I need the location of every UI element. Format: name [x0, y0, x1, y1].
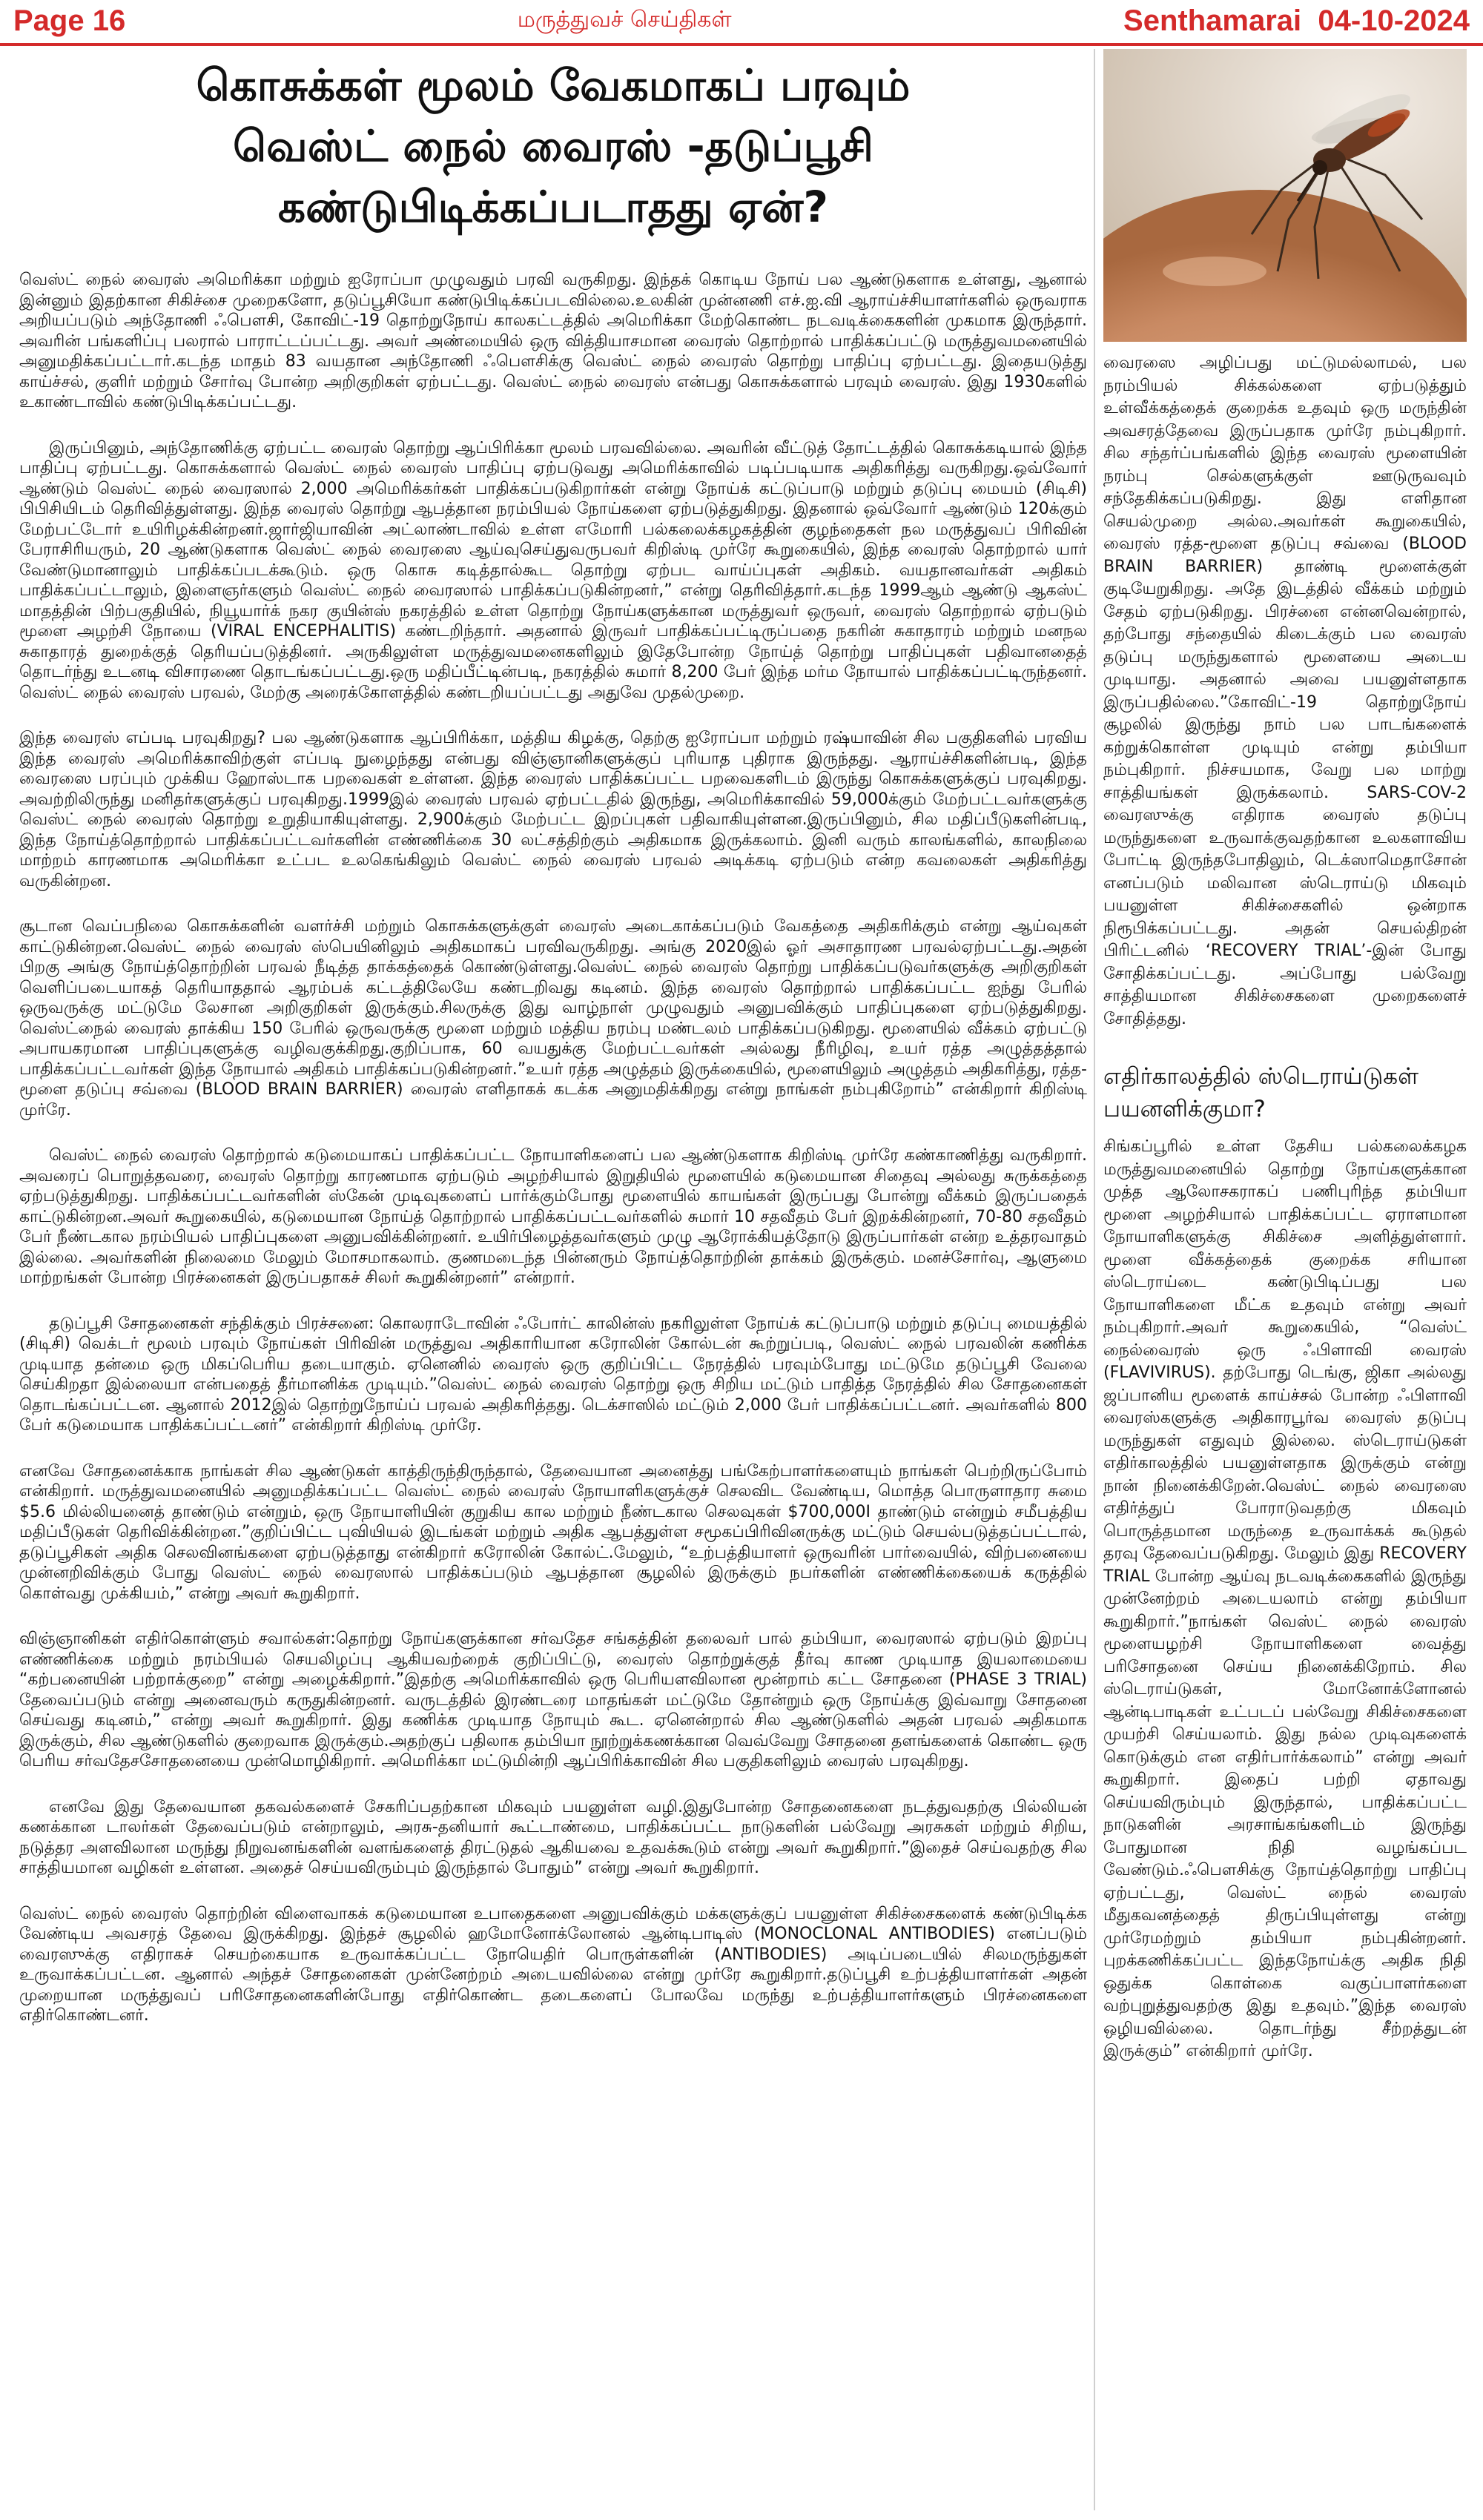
article-paragraph: எனவே இது தேவையான தகவல்களைச் சேகரிப்பதற்கான மிகவும் பயனுள்ள வழி.இதுபோன்ற சோதனைகளை நடத்துவதற்கு பில்லியன் கணக்கான டாலர்கள் தேவைப்படும் என்றாலும், அரசு-தனியார் கூட்டாண்மை, பாதிக்கப்பட்ட நாடுகளின் பல்வேறு அரசுகள் மற்றும் சிறிய, நடுத்தர அளவிலான மருந்து நிறுவனங்களின் வளங்களைத் திரட்டுதல் ஆகியவை உதவக்கூடும் என்று அவர் கூறுகிறார்.”இதைச் செய்வதற்கு சில சாத்தியமான வழிகள் உள்ளன. அதைச் செய்யவிரும்பும் இருந்தால் போதும்” என்று அவர் கூறுகிறார்.	[19, 1797, 1087, 1877]
sidebar-column	[1103, 49, 1467, 2510]
masthead-date	[1123, 4, 1470, 38]
article-paragraph: வெஸ்ட் நைல் வைரஸ் தொற்றால் கடுமையாகப் பாதிக்கப்பட்ட நோயாளிகளைப் பல ஆண்டுகளாக கிறிஸ்டி முர்ரே கண்காணித்து வருகிறார். அவரைப் பொறுத்தவரை, வைரஸ் தொற்று காரணமாக ஏற்படும் அழற்சியால் இறுதியில் மூளையில் கடுமையான சிதைவு அல்லது சுருக்கத்தை ஏற்படுத்துகிறது. பாதிக்கப்பட்டவர்களின் ஸ்கேன் முடிவுகளைப் பார்க்கும்போது மூளையில் காயங்கள் இருப்பது போன்று வீக்கம் இருப்பதைக் காட்டுகின்றன.அவர் கூறுகையில், கடுமையான நோய்த் தொற்றால் பாதிக்கப்பட்டவர்களில் சுமார் 10 சதவீதம் பேர் இறக்கின்றனர், 70-80 சதவீதம் பேர் நீண்டகால நரம்பியல் பாதிப்புகளை அனுபவிக்கின்றனர். உயிர்பிழைத்தவர்களும் முழு ஆரோக்கியத்தோடு இருப்பார்கள் என்ற உத்தரவாதம் இல்லை. அவர்களின் நிலைமை மேலும் மோசமாகலாம். குணமடைந்த பின்னரும் நோய்த்தொற்றின் தாக்கம் இருக்கும். மனச்சோர்வு, ஆளுமை மாற்றங்கள் போன்ற பிரச்னைகள் இருப்பதாகச் சிலர் கூறுகின்றனர்” என்றார்.	[19, 1146, 1087, 1287]
mosquito-on-skin-image	[1103, 49, 1467, 342]
column-divider	[1094, 49, 1095, 2510]
article-paragraph: இருப்பினும், அந்தோணிக்கு ஏற்பட்ட வைரஸ் தொற்று ஆப்பிரிக்கா மூலம் பரவவில்லை. அவரின் வீட்டுத் தோட்டத்தில் கொசுக்கடியால் இந்த பாதிப்பு ஏற்பட்டது. கொசுக்களால் வெஸ்ட் நைல் வைரஸ் பாதிப்பு ஏற்படுவது அமெரிக்காவில் படிப்படியாக அதிகரித்து வருகிறது.ஒவ்வோர் ஆண்டும் வெஸ்ட் நைல் வைரஸால் 2,000 அமெரிக்கர்கள் பாதிக்கப்படுகிறார்கள் என்று நோய்க் கட்டுப்பாடு மற்றும் தடுப்பு மையம் (சிடிசி) பிபிசியிடம் தெரிவித்துள்ளது. இந்த வைரஸ் தொற்று ஆபத்தான நரம்பியல் நோய்களை ஏற்படுத்துகிறது. இதனால் ஒவ்வோர் ஆண்டும் 120க்கும் மேற்பட்டோர் உயிரிழக்கின்றனர்.ஜார்ஜியாவின் அட்லாண்டாவில் உள்ள எமோரி பல்கலைக்கழகத்தின் குழந்தைகள் நல மருத்துவப் பிரிவின் பேராசிரியரும், 20 ஆண்டுகளாக வெஸ்ட் நைல் வைரஸை ஆய்வுசெய்துவருபவர் கிறிஸ்டி முர்ரே கூறுகையில், இந்த வைரஸ் தொற்றால் யார் வேண்டுமானாலும் பாதிக்கப்படக்கூடும். ஒரு கொசு கடித்தால்கூட தொற்று ஏற்பட வாய்ப்புகள் அதிகம். வயதானவர்கள் அதிகம் பாதிக்கப்பட்டாலும், இளைஞர்களும் வெஸ்ட் நைல் வைரஸால் பாதிக்கப்படுகின்றனர்,” என்று தெரிவித்தார்.கடந்த 1999ஆம் ஆண்டு ஆகஸ்ட் மாதத்தின் பிற்பகுதியில், நியூயார்க் நகர குயின்ஸ் நகரத்தில் உள்ள தொற்று நோய்களுக்கான மருத்துவர் ஒருவர், வைரஸ் தொற்றால் ஏற்படும் மூளை அழற்சி நோயை (VIRAL ENCEPHALITIS) கண்டறிந்தார். அதனால் இருவர் பாதிக்கப்பட்டிருப்பதை நகரின் சுகாதாரம் மற்றும் மனநல சுகாதாரத் துறைக்குத் தெரியப்படுத்தினர். அருகிலுள்ள மருத்துவமனைகளிலும் இதேபோன்ற நோய்த் தொற்று பாதிப்புகள் பதிவானதைத் தொடர்ந்து உடனடி விசாரணை தொடங்கப்பட்டது.ஒரு மதிப்பீட்டின்படி, நகரத்தில் சுமார் 8,200 பேர் இந்த மர்ம நோயால் பாதிக்கப்பட்டிருந்தனர். வெஸ்ட் நைல் வைரஸ் பரவல், மேற்கு அரைக்கோளத்தில் கண்டறியப்பட்டது அதுவே முதல்முறை.	[19, 438, 1087, 702]
sidebar-paragraph: வைரஸை அழிப்பது மட்டுமல்லாமல், பல நரம்பியல் சிக்கல்களை ஏற்படுத்தும் உள்வீக்கத்தைக் குறைக்க உதவும் ஒரு மருந்தின் அவசரத்தேவை இருப்பதாக முர்ரே நம்புகிறார். சில சந்தர்ப்பங்களில் இந்த வைரஸ் மூளையின் நரம்பு செல்களுக்குள் ஊடுருவவும் சந்தேகிக்கப்படுகிறது. இது எளிதான செயல்முறை அல்ல.அவர்கள் கூறுகையில், வைரஸ் ரத்த-மூளை தடுப்பு சவ்வை (BLOOD BRAIN BARRIER) தாண்டி மூளைக்குள் குடியேறுகிறது. அதே இடத்தில் வீக்கம் மற்றும் சேதம் ஏற்படுகிறது. பிரச்னை என்னவென்றால், தற்போது சந்தையில் கிடைக்கும் பல வைரஸ் தடுப்பு மருந்துகளால் மூளையை அடைய முடியாது. அதனால் அவை பயனுள்ளதாக இருப்பதில்லை.”கோவிட்-19 தொற்றுநோய் சூழலில் இருந்து நாம் பல பாடங்களைக் கற்றுக்கொள்ள முடியும் என்று தம்பியா நம்புகிறார். நிச்சயமாக, வேறு பல மாற்று சாத்தியங்கள் இருக்கலாம். SARS-COV-2 வைரஸுக்கு எதிராக வைரஸ் தடுப்பு மருந்துகளை உருவாக்குவதற்கான உலகளாவிய போட்டி இருந்தபோதிலும், டெக்ஸாமெதாசோன் எனப்படும் மலிவான ஸ்டெராய்டு மிகவும் பயனுள்ள சிகிச்சைகளில் ஒன்றாக நிரூபிக்கப்பட்டது. அதன் செயல்திறன் பிரிட்டனில் ‘RECOVERY TRIAL’-இன் போது சோதிக்கப்பட்டது. அப்போது பல்வேறு சாத்தியமான சிகிச்சைகளை முறைகளைச் சோதித்தது.	[1103, 354, 1467, 1028]
page-header	[0, 0, 1483, 42]
section-title: மருத்துவச் செய்திகள்	[517, 6, 732, 33]
article-paragraph: வெஸ்ட் நைல் வைரஸ் தொற்றின் விளைவாகக் கடுமையான உபாதைகளை அனுபவிக்கும் மக்களுக்குப் பயனுள்ள சிகிச்சைகளைக் கண்டுபிடிக்க வேண்டிய அவசரத் தேவை இருக்கிறது. இந்தச் சூழலில் ஹமோனோக்லோனல் ஆன்டிபாடிஸ் (MONOCLONAL ANTIBODIES) எனப்படும் வைரஸுக்கு எதிராகச் செயற்கையாக உருவாக்கப்பட்ட நோயெதிர் பொருள்களின் (ANTIBODIES) அடிப்படையில் சிலமருந்துகள் உருவாக்கப்பட்டன. ஆனால் அந்தச் சோதனைகள் முன்னேற்றம் அடையவில்லை என்று முர்ரே கூறுகிறார்.தடுப்பூசி உற்பத்தியாளர்கள் அதன் முறையான மருத்துவப் பரிசோதனைகளின்போது எதிர்கொண்ட தடைகளைப் போலவே மருந்து உற்பத்தியாளர்களும் பிரச்னைகளை எதிர்கொண்டனர்.	[19, 1904, 1087, 2025]
article-paragraph: தடுப்பூசி சோதனைகள் சந்திக்கும் பிரச்சனை: கொலராடோவின் ஃபோர்ட் காலின்ஸ் நகரிலுள்ள நோய்க் கட்டுப்பாடு மற்றும் தடுப்பு மையத்தில் (சிடிசி) வெக்டர் மூலம் பரவும் நோய்கள் பிரிவின் மருத்துவ அதிகாரியான கரோலின் கோல்டன் கூற்றுப்படி, வெஸ்ட் நைல் பரவலின் கணிக்க முடியாத தன்மை ஒரு மிகப்பெரிய தடையாகும். ஏனெனில் வைரஸ் ஒரு குறிப்பிட்ட நேரத்தில் பரவும்போது மட்டுமே தடுப்பூசி வேலை செய்கிறதா இல்லையா என்பதைத் தீர்மானிக்க முடியும்.”வெஸ்ட் நைல் வைரஸ் தொற்று ஒரு சிறிய மட்டும் பாதித்த நேரத்தில் சில சோதனைகள் தொடங்கப்பட்டன. ஆனால் 2012இல் தொற்றுநோய்ப் பரவல் அதிகரித்தது. டெக்சாஸில் மட்டும் 2,000 பேர் பாதிக்கப்பட்டனர். அவர்களில் 800 பேர் கடுமையாக பாதிக்கப்பட்டனர்” என்கிறார் கிறிஸ்டி முர்ரே.	[19, 1314, 1087, 1435]
article-title	[19, 55, 1087, 237]
title-line-2: வெஸ்ட் நைல் வைரஸ் -தடுப்பூசி கண்டுபிடிக்கப்படாதது ஏன்?	[233, 121, 873, 232]
main-article	[19, 55, 1087, 2501]
sidebar-subheading: எதிர்காலத்தில் ஸ்டெராய்டுகள் பயனளிக்குமா?	[1103, 1063, 1419, 1122]
article-paragraph: வெஸ்ட் நைல் வைரஸ் அமெரிக்கா மற்றும் ஐரோப்பா முழுவதும் பரவி வருகிறது. இந்தக் கொடிய நோய் பல ஆண்டுகளாக உள்ளது, ஆனால் இன்னும் இதற்கான சிகிச்சை முறைகளோ, தடுப்பூசியோ கண்டுபிடிக்கப்படவில்லை.உலகின் முன்னணி எச்.ஐ.வி ஆராய்ச்சியாளர்களில் ஒருவராக அறியப்படும் அந்தோணி ஃபௌசி, கோவிட்-19 தொற்றுநோய் காலகட்டத்தில் அமெரிக்கா மேற்கொண்ட நடவடிக்கைகளின் முகமாக இருந்தார். அவரின் பங்களிப்பு பலரால் பாராட்டப்பட்டது. அவர் அண்மையில் ஒரு வித்தியாசமான வைரஸ் தொற்றால் பாதிக்கப்பட்டு மருத்துவமனையில் அனுமதிக்கப்பட்டார்.கடந்த மாதம் 83 வயதான அந்தோணி ஃபௌசிக்கு வெஸ்ட் நைல் வைரஸ் தொற்று பாதிப்பு ஏற்பட்டது. இதையடுத்து காய்ச்சல், குளிர் மற்றும் சோர்வு போன்ற அறிகுறிகள் ஏற்பட்டது. வெஸ்ட் நைல் வைரஸ் என்பது கொசுக்களால் பரவும் வைரஸ். இது 1930களில் உகாண்டாவில் கண்டுபிடிக்கப்பட்டது.	[19, 271, 1087, 411]
article-paragraph: சூடான வெப்பநிலை கொசுக்களின் வளர்ச்சி மற்றும் கொசுக்களுக்குள் வைரஸ் அடைகாக்கப்படும் வேகத்தை அதிகரிக்கும் என்று ஆய்வுகள் காட்டுகின்றன.வெஸ்ட் நைல் வைரஸ் ஸ்பெயினிலும் அதிகமாகப் பரவிவருகிறது. அங்கு 2020இல் ஓர் அசாதாரண பரவல்ஏற்பட்டது.அதன் பிறகு அங்கு நோய்த்தொற்றின் பரவல் நீடித்த தாக்கத்தைக் கொண்டுள்ளது.வெஸ்ட் நைல் வைரஸ் தொற்று பாதிக்கப்படுவர்களுக்கு அறிகுறிகள் வெளிப்படையாகத் தெரியாததால் ஆரம்பக் கட்டத்திலேயே கண்டறிவது கடினம். இந்த வைரஸ் தொற்றால் பாதிக்கப்பட்ட ஐந்து பேரில் ஒருவருக்கு மட்டுமே லேசான அறிகுறிகள் இருக்கும்.சிலருக்கு இது வாழ்நாள் முழுவதும் அனுபவிக்கும் பாதிப்புகளை ஏற்படுத்துகிறது. வெஸ்ட்நைல் வைரஸ் தாக்கிய 150 பேரில் ஒருவருக்கு மூளை மற்றும் மத்திய நரம்பு மண்டலம் பாதிக்கப்படுகிறது. மூளையில் வீக்கம் ஏற்பட்டு அபாயகரமான பாதிப்புகளுக்கு வழிவகுக்கிறது.குறிப்பாக, 60 வயதுக்கு மேற்பட்டவர்கள் அல்லது நீரிழிவு, உயர் ரத்த அழுத்தத்தால் பாதிக்கப்பட்டவர்கள் இந்த நோயால் அதிகம் பாதிக்கப்படுகின்றனர்.”உயர் ரத்த அழுத்தம் இருக்கையில், மூளையிலும் அழுத்தம் அதிகரித்து, ரத்த-மூளை தடுப்பு சவ்வை (BLOOD BRAIN BARRIER) வைரஸ் எளிதாகக் கடக்க அனுமதிக்கிறது என்று நாங்கள் நம்புகிறோம்” என்கிறார் கிறிஸ்டி முர்ரே.	[19, 917, 1087, 1120]
article-paragraph: எனவே சோதனைக்காக நாங்கள் சில ஆண்டுகள் காத்திருந்திருந்தால், தேவையான அனைத்து பங்கேற்பாளர்களையும் நாங்கள் பெற்றிருப்போம் என்கிறார். மருத்துவமனையில் அனுமதிக்கப்பட்ட வெஸ்ட் நைல் வைரஸ் நோயாளிகளுக்குச் செலவிட வேண்டிய, மொத்த பொருளாதார சுமை $5.6 மில்லியனைத் தாண்டும் என்றும், ஒரு நோயாளியின் குறுகிய கால மற்றும் நீண்டகால செலவுகள் $700,000I தாண்டும் என்றும் சமீபத்திய மதிப்பீடுகள் தெரிவிக்கின்றன.”குறிப்பிட்ட புவியியல் இடங்கள் மற்றும் அதிக ஆபத்துள்ள சமூகப்பிரிவினருக்கு மட்டும் செயல்படுத்தப்பட்டால், தடுப்பூசிகள் அதிக செலவினங்களை ஏற்படுத்தாது என்கிறார் கரோலின் கோல்ட்.மேலும், “உற்பத்தியாளர் ஒருவரின் பார்வையில், விற்பனையை முன்னறிவிக்கும் போது வெஸ்ட் நைல் வைரஸால் பாதிக்கப்படும் ஆபத்தான சூழலில் இருக்கும் நபர்களின் எண்ணிக்கையைக் கருத்தில் கொள்வது முக்கியம்,” என்று அவர் கூறுகிறார்.	[19, 1461, 1087, 1603]
title-line-1: கொசுக்கள் மூலம் வேகமாகப் பரவும்	[196, 60, 911, 110]
masthead-name: Senthamarai	[1123, 4, 1302, 37]
article-paragraph: இந்த வைரஸ் எப்படி பரவுகிறது? பல ஆண்டுகளாக ஆப்பிரிக்கா, மத்திய கிழக்கு, தெற்கு ஐரோப்பா மற்றும் ரஷ்யாவின் சில பகுதிகளில் பரவிய இந்த வைரஸ் அமெரிக்காவிற்குள் எப்படி நுழைந்தது என்பது விஞ்ஞானிகளுக்குப் புரியாத புதிராக இருந்தது. ஆராய்ச்சிகளின்படி, இந்த வைரஸை பரப்பும் முக்கிய ஹோஸ்டாக பறவைகள் உள்ளன. இந்த வைரஸ் பாதிக்கப்பட்ட பறவைகளிடம் இருந்து கொசுக்களுக்குப் பரவுகிறது. அவற்றிலிருந்து மனிதர்களுக்குப் பரவுகிறது.1999இல் வைரஸ் பரவல் ஏற்பட்டதில் இருந்து, அமெரிக்காவில் 59,000க்கும் மேற்பட்டவர்களுக்கு வெஸ்ட் நைல் வைரஸ் தொற்று உறுதியாகியுள்ளது. 2,900க்கும் மேற்பட்ட இறப்புகள் பதிவாகியுள்ளன.இருப்பினும், சில மதிப்பீடுகளின்படி, இந்த நோய்த்தொற்றால் பாதிக்கப்பட்டவர்களின் எண்ணிக்கை 30 லட்சத்திற்கும் அதிகமாக இருக்கலாம். இனி வரும் காலங்களில், காலநிலை மாற்றம் காரணமாக அமெரிக்கா உட்பட உலகெங்கிலும் வெஸ்ட் நைல் வைரஸ் பரவல் அடிக்கடி ஏற்படும் என்ற கவலைகள் அதிகரித்து வருகின்றன.	[19, 729, 1087, 890]
article-paragraph: விஞ்ஞானிகள் எதிர்கொள்ளும் சவால்கள்:தொற்று நோய்களுக்கான சர்வதேச சங்கத்தின் தலைவர் பால் தம்பியா, வைரஸால் ஏற்படும் இறப்பு எண்ணிக்கை மற்றும் நரம்பியல் செயலிழப்பு ஆகியவற்றைக் குறிப்பிட்டு, வைரஸ் தொற்றுக்குத் தீர்வு காண முடியாத இயலாமையை “கற்பனையின் பற்றாக்குறை” என்று அழைக்கிறார்.”இதற்கு அமெரிக்காவில் ஒரு பெரியளவிலான மூன்றாம் கட்ட சோதனை (PHASE 3 TRIAL) தேவைப்படும் என்று அனைவரும் கருதுகின்றனர். வருடத்தில் இரண்டரை மாதங்கள் மட்டுமே தோன்றும் ஒரு நோய்க்கு இவ்வாறு சோதனை செய்வது கடினம்,” என்று அவர் கூறுகிறார். இது கணிக்க முடியாத நோயும் கூட. ஏனென்றால் சில ஆண்டுகளில் அதன் பரவல் அதிகமாக இருக்கும், சில ஆண்டுகளில் குறைவாக இருக்கும்.அதற்குப் பதிலாக தம்பியா நூற்றுக்கணக்கான வெவ்வேறு சோதனை தளங்களைக் கொண்ட ஒரு பெரிய சர்வதேசசோதனையை முன்மொழிகிறார். அமெரிக்கா மட்டுமின்றி ஆப்பிரிக்காவின் சில பகுதிகளிலும் வைரஸ் பரவுகிறது.	[19, 1630, 1087, 1770]
sidebar-paragraph: சிங்கப்பூரில் உள்ள தேசிய பல்கலைக்கழக மருத்துவமனையில் தொற்று நோய்களுக்கான முத்த ஆலோசகராகப் பணிபுரிந்த தம்பியா மூளை அழற்சியால் பாதிக்கப்பட்ட ஏராளமான நோயாளிகளுக்கு சிகிச்சை அளித்துள்ளார். மூளை வீக்கத்தைக் குறைக்க சரியான ஸ்டெராய்டை கண்டுபிடிப்பது பல நோயாளிகளை மீட்க உதவும் என்று அவர் நம்புகிறார்.அவர் கூறுகையில், “வெஸ்ட் நைல்வைரஸ் ஒரு ஃபிளாவி வைரஸ் (FLAVIVIRUS). தற்போது டெங்கு, ஜிகா அல்லது ஜப்பானிய மூளைக் காய்ச்சல் போன்ற ஃபிளாவி வைரஸ்களுக்கு அதிகாரபூர்வ வைரஸ் தடுப்பு மருந்துகள் எதுவும் இல்லை. ஸ்டெராய்டுகள் எதிர்காலத்தில் பயனுள்ளதாக இருக்கும் என்று நான் நினைக்கிறேன்.வெஸ்ட் நைல் வைரஸை எதிர்த்துப் போராடுவதற்கு மிகவும் பொருத்தமான மருந்தை உருவாக்கக் கூடுதல் தரவு தேவைப்படுகிறது. மேலும் இது RECOVERY TRIAL போன்ற ஆய்வு நடவடிக்கைகளில் இருந்து முன்னேற்றம் அடையலாம் என்று தம்பியா கூறுகிறார்.”நாங்கள் வெஸ்ட் நைல் வைரஸ் மூளையழற்சி நோயாளிகளை வைத்து பரிசோதனை செய்ய நினைக்கிறோம். சில ஸ்டெராய்டுகள், மோனோக்ளோனல் ஆன்டிபாடிகள் உட்படப் பல்வேறு சிகிச்சைகளை முயற்சி செய்யலாம். இது நல்ல முடிவுகளைக் கொடுக்கும் என எதிர்பார்க்கலாம்” என்று அவர் கூறுகிறார். இதைப் பற்றி ஏதாவது செய்யவிரும்பும் இருந்தால், பாதிக்கப்பட்ட நாடுகளின் அரசாங்கங்களிடம் இருந்து போதுமான நிதி வழங்கப்பட வேண்டும்.ஃபௌசிக்கு நோய்த்தொற்று பாதிப்பு ஏற்பட்டது, வெஸ்ட் நைல் வைரஸ் மீதுகவனத்தைத் திருப்பியுள்ளது என்று முர்ரேமற்றும் தம்பியா நம்புகின்றனர். புறக்கணிக்கப்பட்ட இந்தநோய்க்கு அதிக நிதி ஒதுக்க கொள்கை வகுப்பாளர்களை வற்புறுத்துவதற்கு இது உதவும்.”இந்த வைரஸ் ஒழியவில்லை. தொடர்ந்து சீற்றத்துடன் இருக்கும்” என்கிறார் முர்ரே.	[1103, 1137, 1467, 2060]
issue-date: 04-10-2024	[1318, 4, 1470, 37]
header-rule	[0, 43, 1483, 46]
page-number: Page 16	[13, 4, 126, 37]
mosquito-photo	[1103, 49, 1467, 342]
